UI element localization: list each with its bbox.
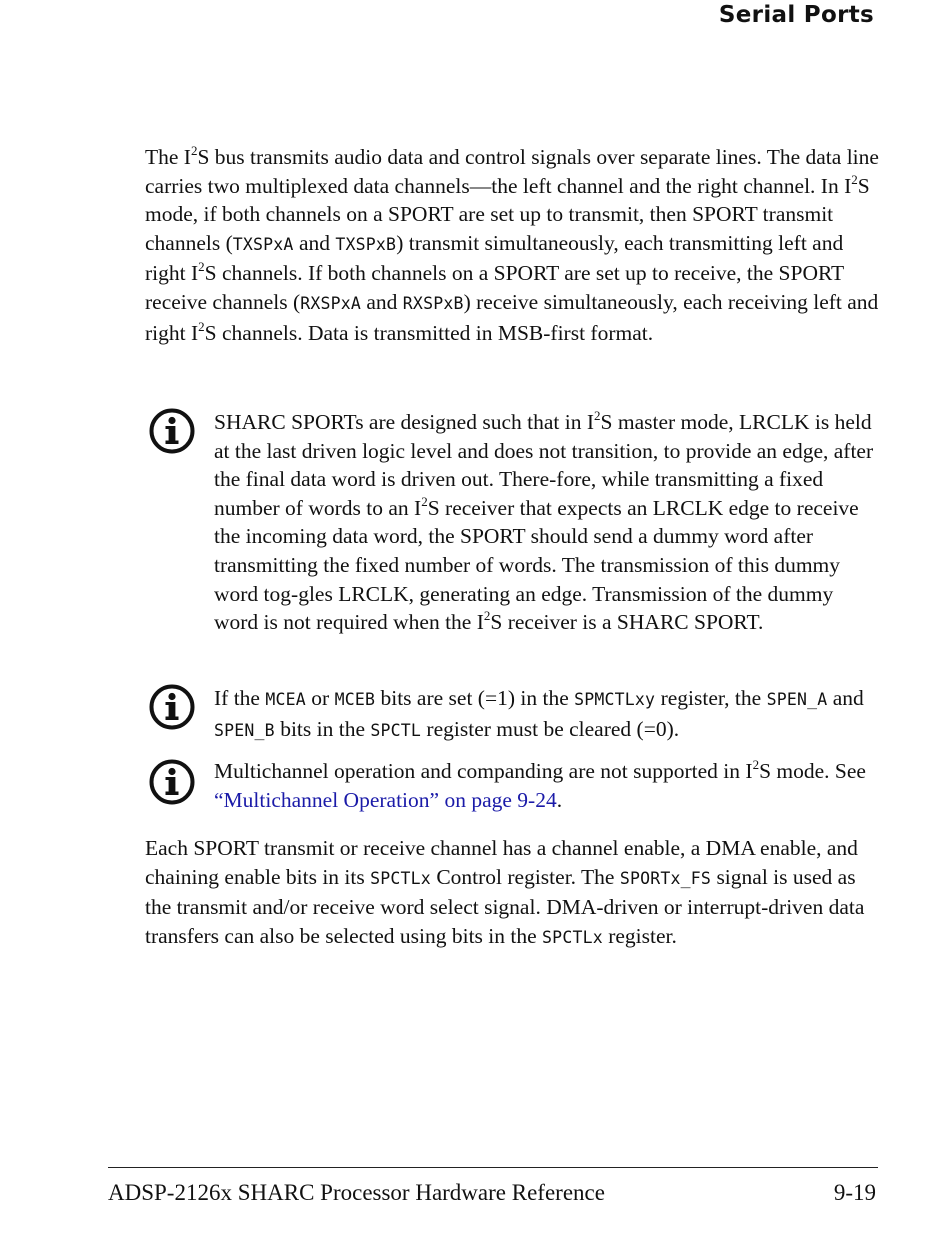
bit-spen-a: SPEN_A bbox=[766, 690, 828, 709]
info-icon bbox=[149, 408, 195, 454]
note-lrclk-text: SHARC SPORTs are designed such that in $I^2S$ master mode, LRCLK is held at the last driven logic level and does not transition, to provide an edge, after the final data word is driven out. There-fore, while transmitting a fixed number of words to an $I^2S$ receiver that expects an LRCLK edge to receive the incoming data word, the SPORT should send a dummy word after transmitting the fixed number of words. The transmission of this dummy word tog-gles LRCLK, generating an edge. Transmission of the dummy word is not required when the $I^2S$ receiver is a SHARC SPORT. bbox=[214, 408, 874, 635]
register-rxspxa: RXSPxA bbox=[300, 293, 361, 313]
page-number: 9-19 bbox=[833, 1180, 876, 1205]
note-multichannel bbox=[145, 757, 880, 817]
bit-mceb: MCEB bbox=[334, 690, 376, 709]
register-txspxb: TXSPxB bbox=[335, 234, 397, 254]
register-spctl: SPCTL bbox=[370, 720, 422, 740]
register-spctlx: SPCTLx bbox=[542, 927, 603, 947]
paragraph-i2s-bus: The $I^2S$ bus transmits audio data and control signals over separate lines. The data line carries two multiplexed data channels—the left channel and the right channel. In $I^2S$ mode, if both channels on a SPORT are set up to transmit, then SPORT transmit channels (TXSPxA and TXSPxB) transmit simultaneously, each transmitting left and right $I^2S$ channels. If both channels on a SPORT are set up to receive, the SPORT receive channels (RXSPxA and RXSPxB) receive simultaneously, each receiving left and right $I^2S$ channels. Data is transmitted in MSB-first format. bbox=[145, 143, 879, 345]
register-spmctlxy: SPMCTLxy bbox=[574, 690, 656, 709]
paragraph-channel-enable: Each SPORT transmit or receive channel has a channel enable, a DMA enable, and chaining enable bits in its SPCTLx Control register. The SPORTx_FS signal is used as the transmit and/or receive word select signal. DMA-driven or interrupt-driven data transfers can also be selected using bits in the SPCTLx register. bbox=[145, 836, 865, 948]
register-spctlx: SPCTLx bbox=[370, 868, 431, 888]
note-multichannel-text: Multichannel operation and companding are not supported in $I^2S$ mode. See “Multichannel Operation” on page 9-24. bbox=[214, 757, 866, 812]
note-mcea-text: If the MCEA or MCEB bits are set (=1) in the SPMCTLxy register, the SPEN_A and SPEN_B bits in the SPCTL register must be cleared (=0). bbox=[214, 686, 864, 741]
note-mcea-mceb bbox=[145, 684, 880, 744]
register-txspxa: TXSPxA bbox=[232, 234, 294, 254]
signal-sportx-fs: SPORTx_FS bbox=[619, 868, 712, 888]
info-icon bbox=[149, 684, 195, 730]
footer-divider bbox=[108, 1167, 878, 1168]
footer-book-title: ADSP-2126x SHARC Processor Hardware Reference bbox=[108, 1180, 605, 1205]
link-multichannel-operation[interactable]: “Multichannel Operation” on page 9-24 bbox=[214, 787, 557, 812]
running-header: Serial Ports bbox=[718, 2, 874, 28]
bit-mcea: MCEA bbox=[265, 690, 306, 709]
bit-spen-b: SPEN_B bbox=[214, 720, 275, 740]
info-icon bbox=[149, 759, 195, 805]
register-rxspxb: RXSPxB bbox=[402, 293, 464, 313]
note-lrclk-dummy-word bbox=[145, 408, 880, 668]
